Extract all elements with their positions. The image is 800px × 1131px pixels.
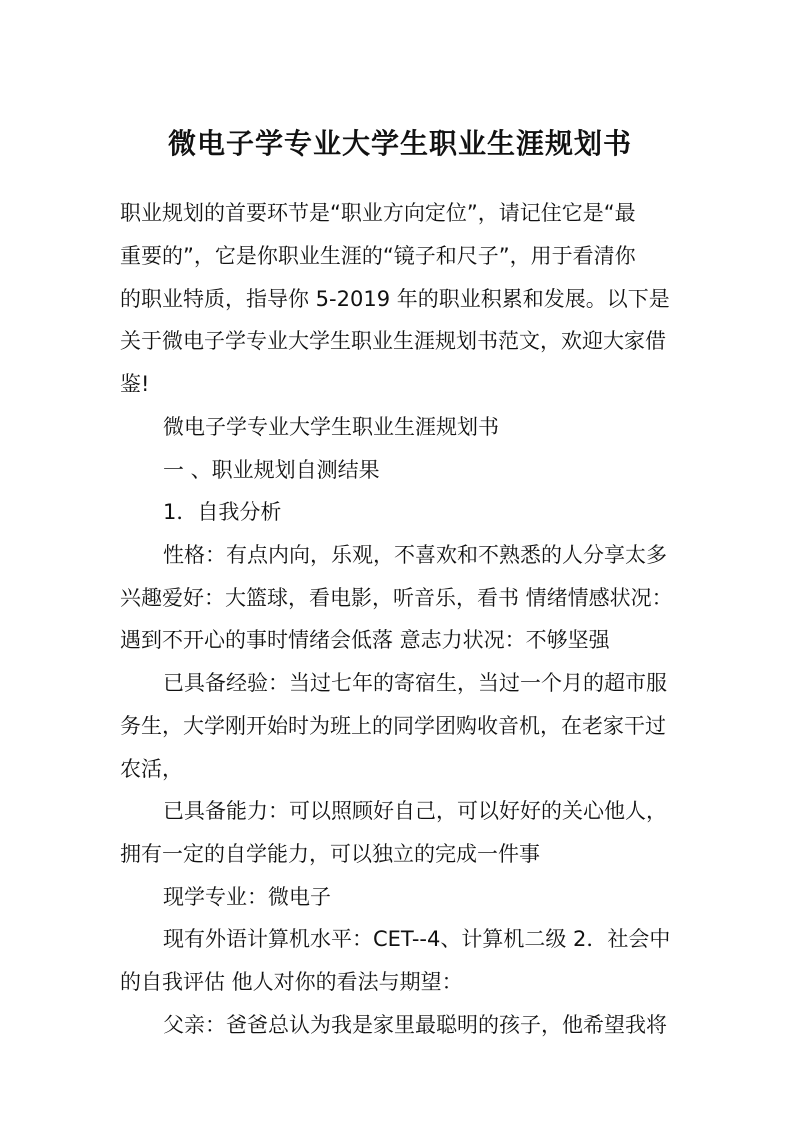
skills-line-1: 现有外语计算机水平：CET--4、计算机二级 2．社会中: [163, 927, 671, 951]
intro-line-5: 鉴!: [120, 372, 150, 396]
ability-line-2: 拥有一定的自学能力，可以独立的完成一件事: [120, 842, 540, 866]
section-heading: 一 、职业规划自测结果: [163, 458, 380, 482]
intro-line-4: 关于微电子学专业大学生职业生涯规划书范文，欢迎大家借: [120, 329, 666, 353]
experience-line-3: 农活，: [120, 757, 183, 781]
personality-line-1: 性格：有点内向，乐观，不喜欢和不熟悉的人分享太多: [163, 543, 667, 567]
major-line: 现学专业：微电子: [163, 885, 331, 909]
intro-line-2: 重要的”，它是你职业生涯的“镜子和尺子”，用于看清你: [120, 244, 636, 268]
subtitle-line: 微电子学专业大学生职业生涯规划书: [163, 415, 499, 439]
skills-line-2: 的自我评估 他人对你的看法与期望：: [120, 970, 463, 994]
personality-line-2: 兴趣爱好：大篮球，看电影，听音乐，看书 情绪情感状况：: [120, 586, 673, 610]
experience-line-1: 已具备经验：当过七年的寄宿生，当过一个月的超市服: [163, 671, 667, 695]
ability-line-1: 已具备能力：可以照顾好自己，可以好好的关心他人，: [163, 799, 667, 823]
intro-line-1: 职业规划的首要环节是“职业方向定位”，请记住它是“最: [120, 201, 636, 225]
personality-line-3: 遇到不开心的事时情绪会低落 意志力状况：不够坚强: [120, 628, 610, 652]
experience-line-2: 务生，大学刚开始时为班上的同学团购收音机，在老家干过: [120, 714, 666, 738]
father-line: 父亲：爸爸总认为我是家里最聪明的孩子，他希望我将: [163, 1013, 667, 1037]
document-title: 微电子学专业大学生职业生涯规划书: [167, 127, 632, 160]
subsection-heading: 1．自我分析: [163, 500, 282, 524]
intro-line-3: 的职业特质，指导你 5-2019 年的职业积累和发展。以下是: [120, 287, 670, 311]
